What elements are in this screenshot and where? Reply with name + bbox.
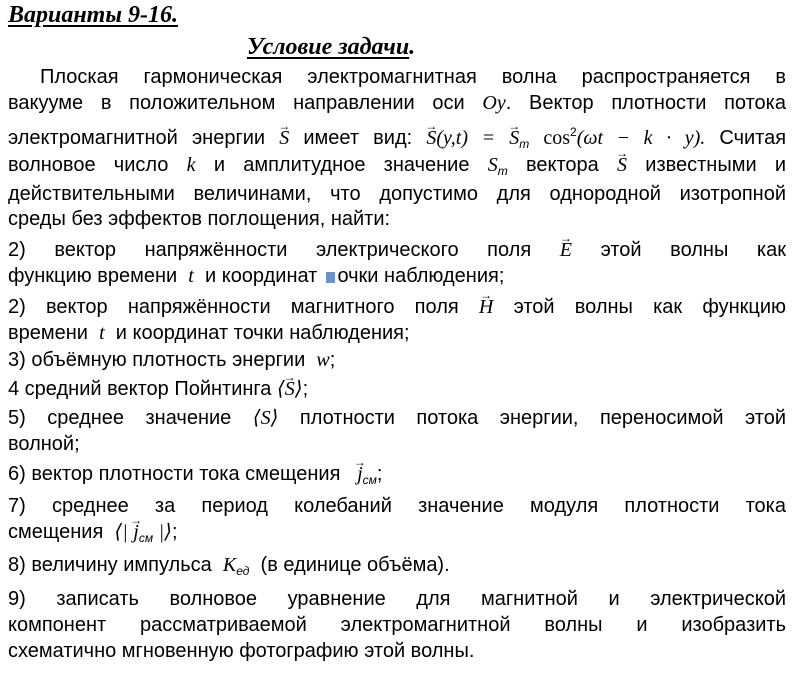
item-text: (в единице объёма). (260, 554, 450, 576)
formula-power: 2 (570, 125, 577, 139)
item-text: 6) вектор плотности тока смещения (8, 463, 341, 485)
amplitude-symbol (488, 154, 508, 176)
item-5-line-2: волной; (8, 433, 80, 455)
formula-cos: cos (543, 127, 571, 149)
problem-heading (247, 34, 415, 61)
item-text: ; (329, 349, 336, 371)
formula-sub-m: m (519, 137, 530, 151)
item-text: очки наблюдения; (337, 265, 505, 287)
energy-density-symbol: w (316, 349, 330, 371)
intro-line-4 (8, 153, 786, 177)
intro-line-2 (8, 91, 786, 115)
item-text: этой волны как (600, 239, 786, 261)
bracket-right: ⟩ (294, 378, 303, 400)
item-text: 2) вектор напряжённости магнитного поля (8, 296, 459, 318)
item-text: ; (302, 378, 309, 400)
momentum-symbol: K (222, 554, 237, 576)
formula-sm: S → (509, 126, 519, 150)
intro-text: волновое число (8, 154, 169, 176)
displacement-current-symbol: j → (357, 462, 363, 486)
displacement-current-symbol: j → (133, 520, 139, 544)
intro-line-6: среды без эффектов поглощения, найти: (8, 208, 391, 230)
bracket-right: |⟩ (158, 521, 172, 543)
item-4 (8, 377, 786, 401)
item-3 (8, 348, 786, 372)
poynting-vector-symbol: S → (617, 153, 627, 177)
bracket-left: ⟨ (276, 378, 285, 400)
item-9-line-1: 9) записать волновое уравнение для магнитной и электрической (8, 588, 786, 610)
bracket-left: ⟨| (114, 521, 128, 543)
intro-text: . Вектор плотности потока (505, 92, 786, 114)
item-text: плотности потока энергии, переносимой этой (299, 407, 787, 429)
formula-arg: (ωt − k · y). (576, 127, 706, 149)
item-text: 5) среднее значение (8, 407, 232, 429)
displacement-sub: см (362, 473, 377, 487)
intro-text: электромагнитной энергии (8, 127, 266, 149)
item-8 (8, 553, 786, 577)
problem-heading-text: Условие задачи (247, 34, 410, 60)
item-h-line-1 (8, 295, 786, 319)
item-e-line-1 (8, 238, 786, 262)
item-6 (8, 462, 786, 486)
intro-text: Считая (719, 127, 787, 149)
item-7-line-2 (8, 520, 786, 544)
item-text: ; (376, 463, 383, 485)
electric-field-symbol: E → (560, 238, 572, 262)
item-text: 4 средний вектор Пойнтинга (8, 378, 272, 400)
item-text: и координат точки наблюдения; (115, 322, 410, 344)
item-text: 8) величину импульса (8, 554, 212, 576)
item-5-line-1 (8, 406, 786, 430)
item-text: 2) вектор напряжённости электрического поля (8, 239, 532, 261)
item-text: ; (171, 521, 178, 543)
text-cursor-marker (326, 272, 335, 283)
item-text: времени (8, 322, 88, 344)
item-9-line-2: компонент рассматриваемой электромагнитной волны и изобразить (8, 614, 786, 636)
formula-s: S → (426, 126, 436, 150)
time-symbol: t (99, 322, 105, 344)
item-e-line-2 (8, 264, 786, 288)
variant-heading: Варианты 9-16. (8, 2, 178, 28)
problem-heading-dot: . (409, 34, 416, 60)
amplitude-s: S (487, 154, 498, 176)
intro-text: вектора (525, 154, 599, 176)
poynting-avg-symbol: S → (285, 377, 295, 401)
displacement-sub: см (138, 531, 154, 545)
intro-line-3 (8, 120, 787, 151)
item-h-line-2 (8, 321, 786, 345)
time-symbol: t (188, 265, 194, 287)
intro-line-1: Плоская гармоническая электромагнитная волна распространяется в (40, 66, 786, 88)
item-text: смещения (8, 521, 104, 543)
formula-lhs: (y,t) = (436, 127, 496, 149)
momentum-sub: ед (236, 564, 250, 578)
item-7-line-1: 7) среднее за период колебаний значение модуля плотности тока (8, 495, 786, 517)
amplitude-sub: m (497, 164, 508, 178)
intro-text: вакууме в положительном направлении оси (8, 92, 465, 114)
axis-symbol: Oy (482, 92, 506, 114)
intro-text: имеет вид: (303, 127, 413, 149)
wavenumber-symbol: k (186, 154, 196, 176)
item-text: 3) объёмную плотность энергии (8, 349, 306, 371)
magnetic-field-symbol: H → (479, 295, 493, 319)
item-9-line-3: схематично мгновенную фотографию этой волны. (8, 640, 475, 662)
poynting-vector-symbol: S → (279, 126, 289, 150)
intro-line-5: действительными величинами, что допустимо для однородной изотропной (8, 183, 786, 205)
intro-text: и амплитудное значение (213, 154, 470, 176)
intro-text: известными и (645, 154, 787, 176)
avg-flux-symbol: ⟨S⟩ (252, 407, 279, 429)
item-text: и координат (204, 265, 318, 287)
poynting-formula (426, 127, 705, 149)
item-text: функцию времени (8, 265, 178, 287)
item-text: этой волны как функцию (513, 296, 787, 318)
